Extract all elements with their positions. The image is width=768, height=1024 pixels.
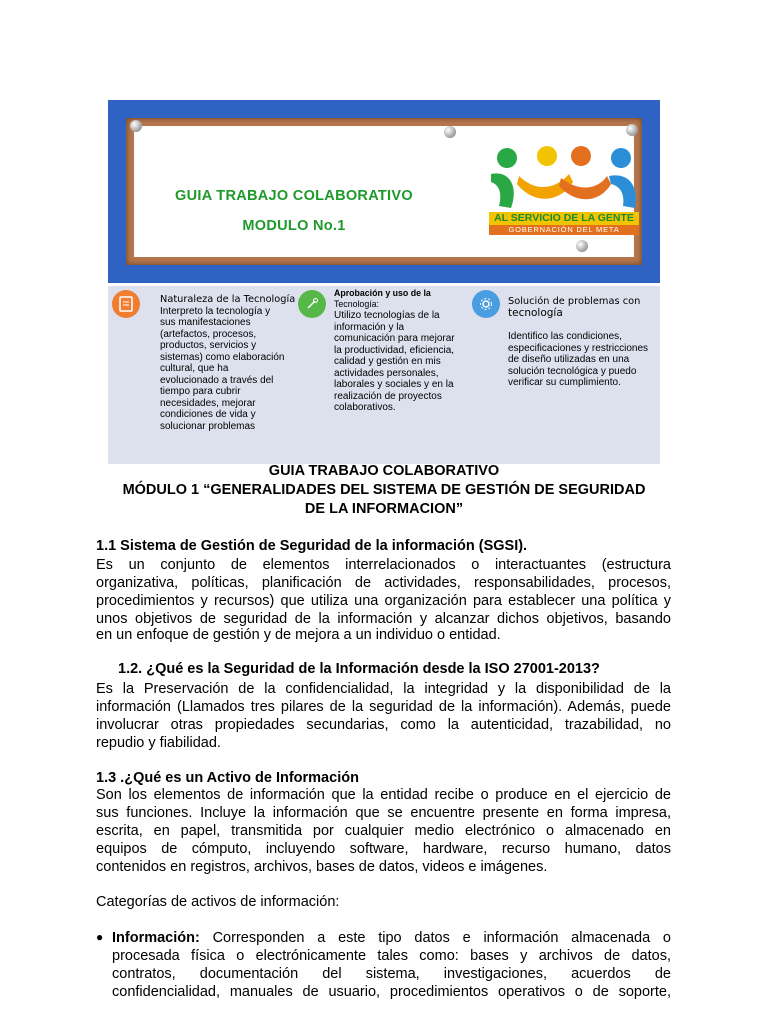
paragraph-line: información (Llamados tres pilares de la seguridad de la información). Además, puede (96, 699, 671, 715)
paragraph-line: equipos de cómputo, incluyendo software, hardware, recurso humano, datos (96, 841, 671, 857)
header-banner (108, 100, 660, 283)
banner-title: GUIA TRABAJO COLABORATIVO (175, 188, 413, 204)
paragraph-line: confidencialidad, manuales de usuario, procedimientos operativos o de soporte, (112, 984, 671, 1000)
paragraph-line: procesada física o electrónicamente tales como: bases y archivos de datos, (112, 948, 671, 964)
paragraph-line: involucrar otras propiedades secundarias, como la autenticidad, trazabilidad, no (96, 717, 671, 733)
competency-line: laborales y sociales y en la (334, 379, 454, 390)
paragraph-line: contenidos en registros, archivos, bases de datos, videos e imágenes. (96, 859, 548, 875)
banner-subtitle: MODULO No.1 (242, 218, 346, 234)
competency-line: comunicación para mejorar (334, 333, 455, 344)
competency-line: calidad y gestión en mis (334, 356, 441, 367)
paragraph-line: escrita, en papel, transmitida por cualquier medio electrónico o almacenado en (96, 823, 671, 839)
section-heading-1-1: 1.1 Sistema de Gestión de Seguridad de la información (SGSI). (96, 538, 528, 554)
competency-line: necesidades, mejorar (160, 397, 256, 409)
competency-line: Interpreto la tecnología y (160, 305, 271, 317)
pin-icon (444, 126, 456, 138)
competency-nature (160, 294, 300, 432)
competency-solution-heading: Solución de problemas con (508, 296, 641, 307)
competency-line: (artefactos, procesos, (160, 328, 257, 340)
paragraph-line: organizativa, políticas, planificación de actividades, responsabilidades, procesos, (96, 575, 671, 591)
competency-line: de diseño utilizadas en una (508, 354, 630, 365)
bullet-first-line (112, 929, 671, 948)
paragraph-line: repudio y fiabilidad. (96, 735, 221, 751)
logo-entity: GOBERNACIÓN DEL META (489, 225, 639, 235)
competency-solution-heading-2: tecnología (508, 306, 563, 319)
banner-paper (134, 126, 634, 257)
bullet-icon: ● (96, 930, 104, 944)
doc-module-title-2: DE LA INFORMACION” (304, 501, 464, 517)
competency-line: especificaciones y restricciones (508, 342, 649, 354)
competency-approval-heading: Aprobación y uso de la (334, 288, 431, 298)
people-logo-icon (489, 146, 639, 212)
competency-line: información y la (334, 321, 405, 333)
competency-line: realización de proyectos (334, 390, 442, 402)
wrench-icon (298, 290, 326, 318)
doc-module-title: MÓDULO 1 “GENERALIDADES DEL SISTEMA DE GESTIÓN DE SEGURIDAD (122, 482, 646, 498)
doc-title: GUIA TRABAJO COLABORATIVO (268, 463, 500, 479)
competencies-panel (108, 286, 660, 464)
competency-line: sus manifestaciones (160, 317, 251, 328)
gear-icon (472, 290, 500, 318)
competency-line: sistemas) como elaboración (160, 351, 285, 363)
bullet-text: Corresponden a este tipo datos e información almacenada o (199, 930, 671, 946)
gobernacion-logo (489, 146, 659, 246)
paragraph-line: Es un conjunto de elementos interrelacionados o interactuantes (estructura (96, 557, 671, 573)
categories-intro: Categorías de activos de información: (96, 894, 340, 910)
paragraph-line: Es la Preservación de la confidencialidad, la integridad y la disponibilidad de la (96, 681, 671, 697)
competency-line: verificar su cumplimiento. (508, 377, 621, 388)
paragraph-line: Son los elementos de información que la entidad recibe o produce en el ejercicio de (96, 787, 671, 803)
competency-line: la productividad, eficiencia, (334, 344, 455, 356)
competency-line: Utilizo tecnologías de la (334, 310, 440, 321)
section-heading-1-3: 1.3 .¿Qué es un Activo de Información (96, 770, 359, 786)
competency-line: Identifico las condiciones, (508, 331, 622, 342)
logo-slogan: AL SERVICIO DE LA GENTE (489, 212, 639, 225)
document-icon (112, 290, 140, 318)
competency-line: evolucionado a través del (160, 374, 274, 386)
pin-icon (130, 120, 142, 132)
competency-line: colaborativos. (334, 402, 396, 413)
section-heading-1-2: 1.2. ¿Qué es la Seguridad de la Información desde la ISO 27001-2013? (118, 661, 600, 677)
pin-icon (626, 124, 638, 136)
competency-line: solución tecnológica y puedo (508, 365, 637, 377)
competency-approval-heading-2: Tecnología: (334, 299, 379, 309)
paragraph-line: unos objetivos de seguridad de la información y alcanzar dichos objetivos, basando (96, 611, 671, 627)
bullet-label: Información: (112, 930, 200, 946)
competency-line: condiciones de vida y (160, 409, 256, 420)
competency-line: solucionar problemas (160, 420, 256, 432)
competency-solution (508, 296, 656, 389)
paragraph-line: sus funciones. Incluye la información que se encuentre presente en forma impresa, (96, 805, 671, 821)
competency-nature-heading: Naturaleza de la Tecnología (160, 294, 296, 305)
competency-line: tiempo para cubrir (160, 386, 241, 397)
paragraph-line: procedimientos y recursos) que utiliza una organización para establecer una política y (96, 593, 671, 609)
cork-board (126, 118, 642, 265)
paragraph-line: en un enfoque de gestión y de mejora a un individuo o entidad. (96, 627, 501, 643)
competency-line: actividades personales, (334, 367, 439, 379)
competency-line: productos, servicios y (160, 340, 257, 351)
competency-line: cultural, que ha (160, 363, 229, 374)
pin-icon (576, 240, 588, 252)
competency-approval (334, 288, 474, 414)
paragraph-line: contratos, documentación del sistema, investigaciones, acuerdos de (112, 966, 671, 982)
